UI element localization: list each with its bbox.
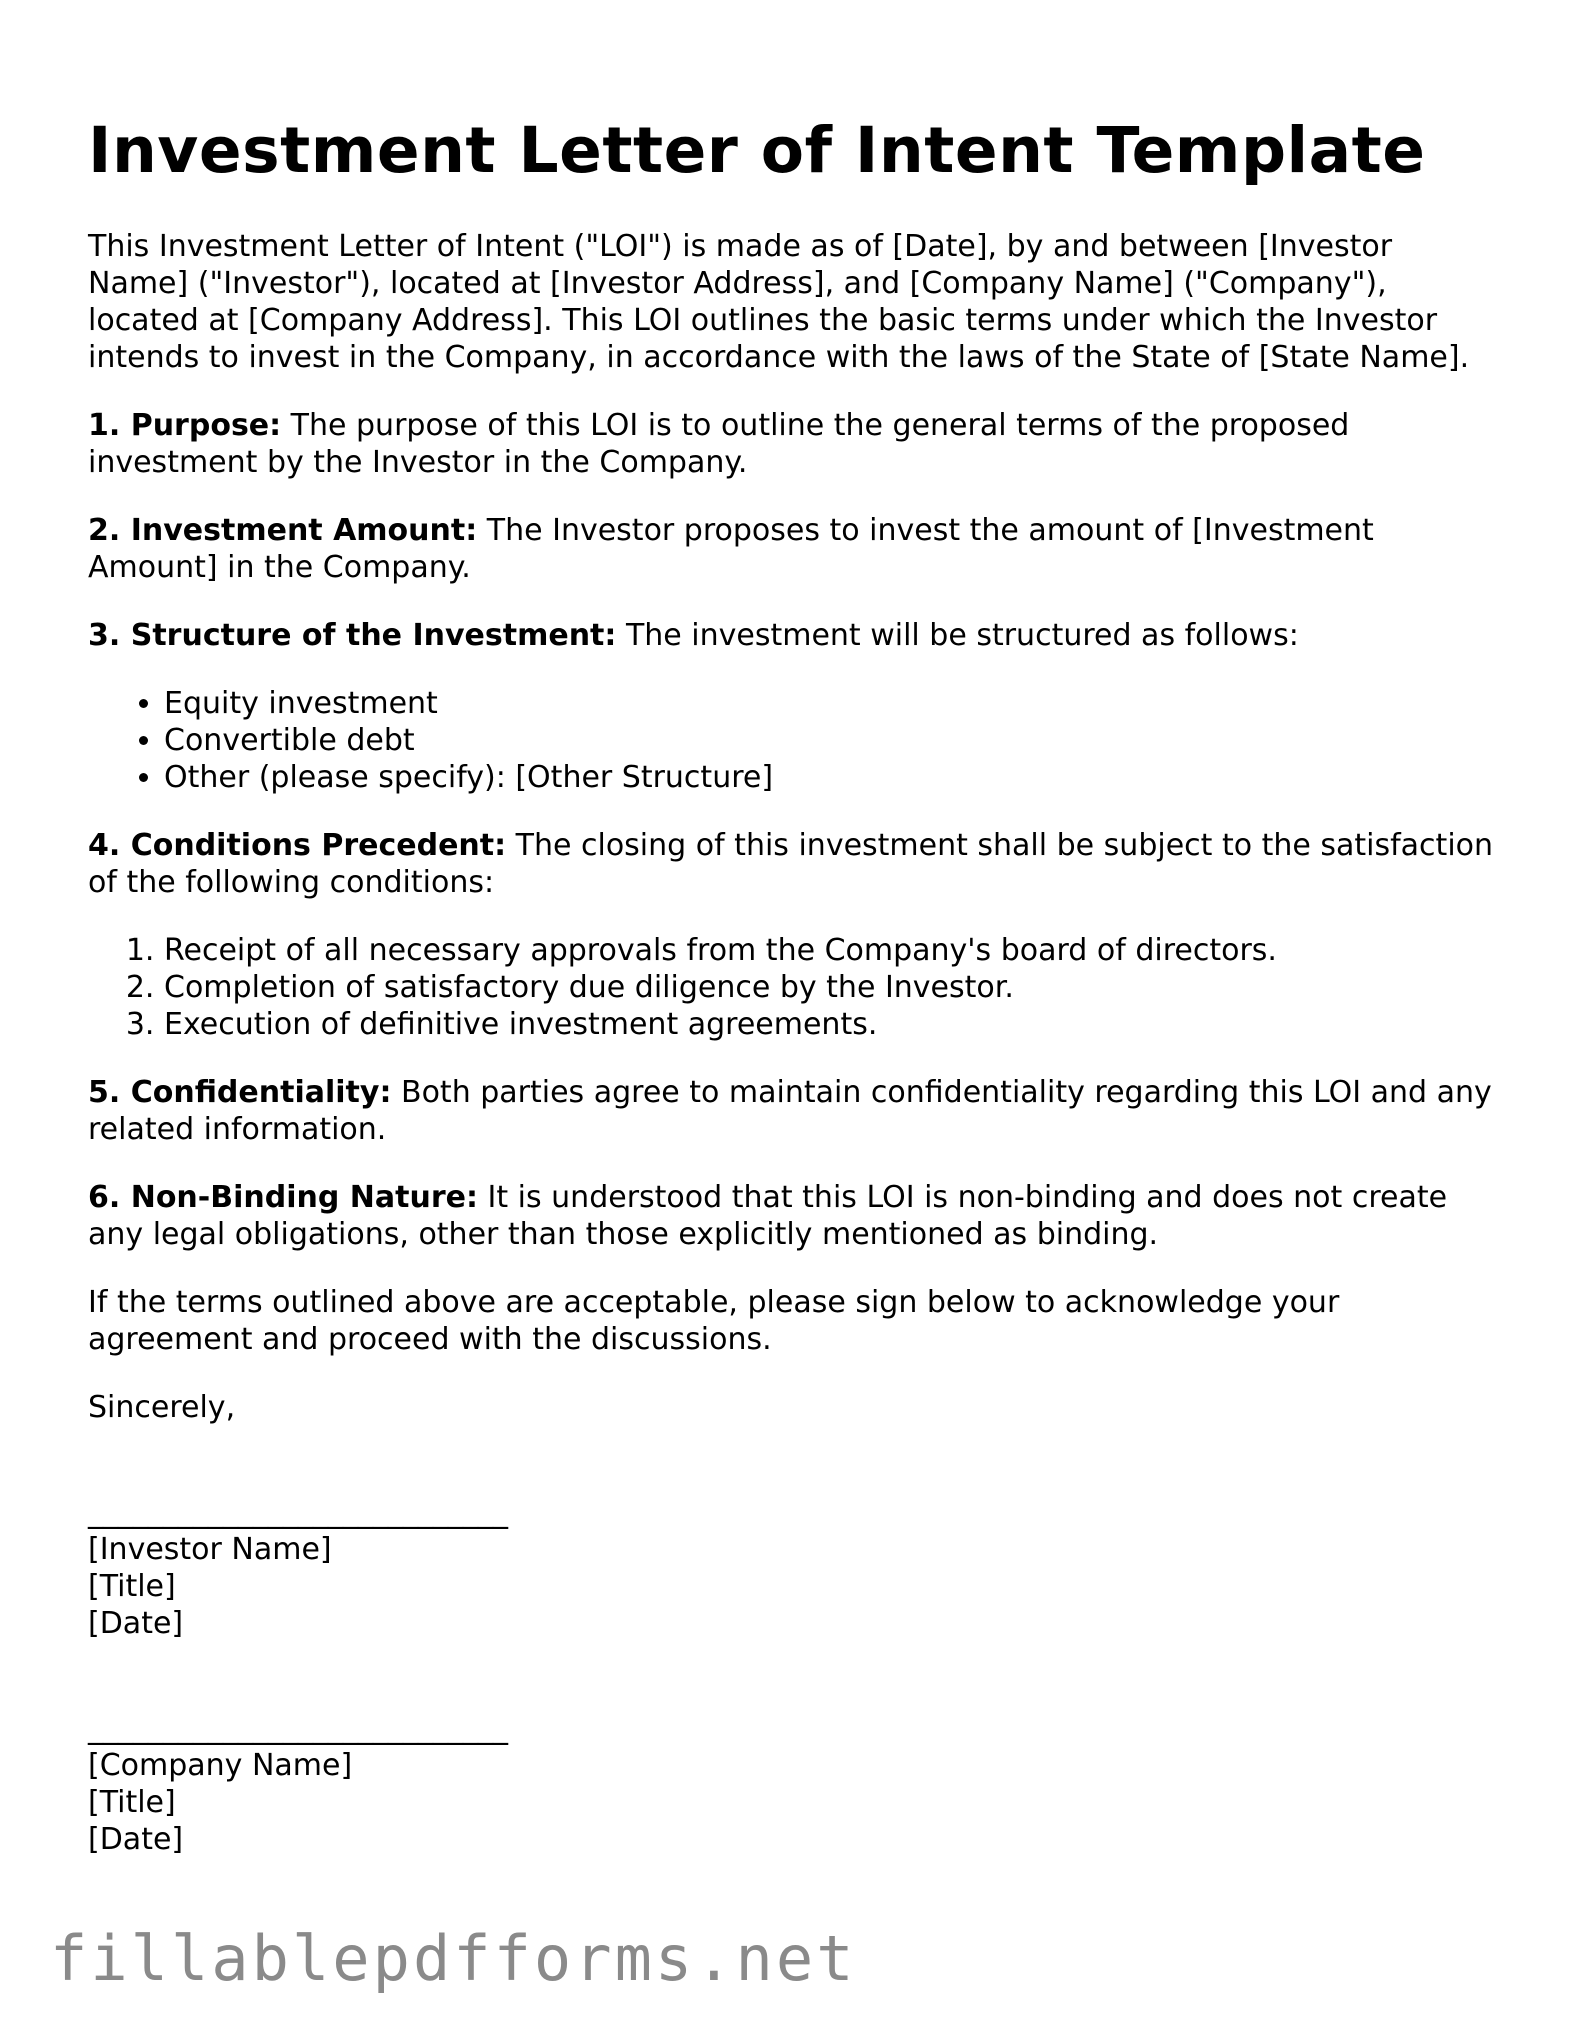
list-item: 2. Completion of satisfactory due diligence by the Investor. xyxy=(164,969,1498,1006)
investor-title: [Title] xyxy=(88,1569,176,1604)
list-item: • Convertible debt xyxy=(164,722,1498,759)
section-non-binding xyxy=(88,1179,1498,1253)
list-item: • Other (please specify): [Other Structure] xyxy=(164,759,1498,796)
section-heading: 1. Purpose: xyxy=(88,408,282,443)
section-heading: 4. Conditions Precedent: xyxy=(88,828,507,863)
section-text: The closing of this investment shall be subject to the satisfaction of the following conditions: xyxy=(88,828,1494,900)
section-purpose xyxy=(88,407,1498,481)
signature-line: ____________________________ xyxy=(88,1495,508,1530)
list-item: 3. Execution of definitive investment agreements. xyxy=(164,1006,1498,1043)
section-text: It is understood that this LOI is non-binding and does not create any legal obligations, other than those explicitly mentioned as binding. xyxy=(88,1180,1448,1252)
investor-date: [Date] xyxy=(88,1606,184,1641)
section-text: Both parties agree to maintain confidentiality regarding this LOI and any related information. xyxy=(88,1075,1492,1147)
list-item: • Equity investment xyxy=(164,685,1498,722)
section-text: The purpose of this LOI is to outline the general terms of the proposed investment by the Investor in the Company. xyxy=(88,408,1350,480)
closing-paragraph: If the terms outlined above are acceptable, please sign below to acknowledge your agreement and proceed with the discussions. xyxy=(88,1285,1340,1357)
sincerely-text: Sincerely, xyxy=(88,1390,236,1425)
company-name: [Company Name] xyxy=(88,1748,353,1783)
section-heading: 2. Investment Amount: xyxy=(88,513,478,548)
section-text: The investment will be structured as follows: xyxy=(616,618,1299,653)
investor-name: [Investor Name] xyxy=(88,1532,332,1567)
section-structure xyxy=(88,617,1498,654)
conditions-list xyxy=(88,932,1498,1043)
section-heading: 5. Confidentiality: xyxy=(88,1075,392,1110)
intro-paragraph: This Investment Letter of Intent ("LOI") is made as of [Date], by and between [Investor Name] ("Investor"), located at [Investor Address], and [Company Name] ("Company"), located at [Company Address]. This LOI outlines the basic terms under which the Investor intends to invest in the Company, in accordance with the laws of the State of [State Name]. xyxy=(88,229,1470,375)
section-investment-amount xyxy=(88,512,1498,586)
page-title: Investment Letter of Intent Template xyxy=(88,114,1426,187)
company-title: [Title] xyxy=(88,1785,176,1820)
structure-list xyxy=(88,685,1498,796)
section-conditions xyxy=(88,827,1498,901)
section-heading: 3. Structure of the Investment: xyxy=(88,618,617,653)
section-confidentiality xyxy=(88,1074,1498,1148)
section-text: The Investor proposes to invest the amount of [Investment Amount] in the Company. xyxy=(88,513,1374,585)
document-page xyxy=(88,112,1498,1889)
footer-watermark: fillablepdfforms.net xyxy=(50,1922,857,1995)
list-item: 1. Receipt of all necessary approvals from the Company's board of directors. xyxy=(164,932,1498,969)
company-date: [Date] xyxy=(88,1822,184,1857)
company-signature-block xyxy=(88,1673,1498,1858)
section-heading: 6. Non-Binding Nature: xyxy=(88,1180,478,1215)
signature-line: ____________________________ xyxy=(88,1711,508,1746)
investor-signature-block xyxy=(88,1457,1498,1642)
